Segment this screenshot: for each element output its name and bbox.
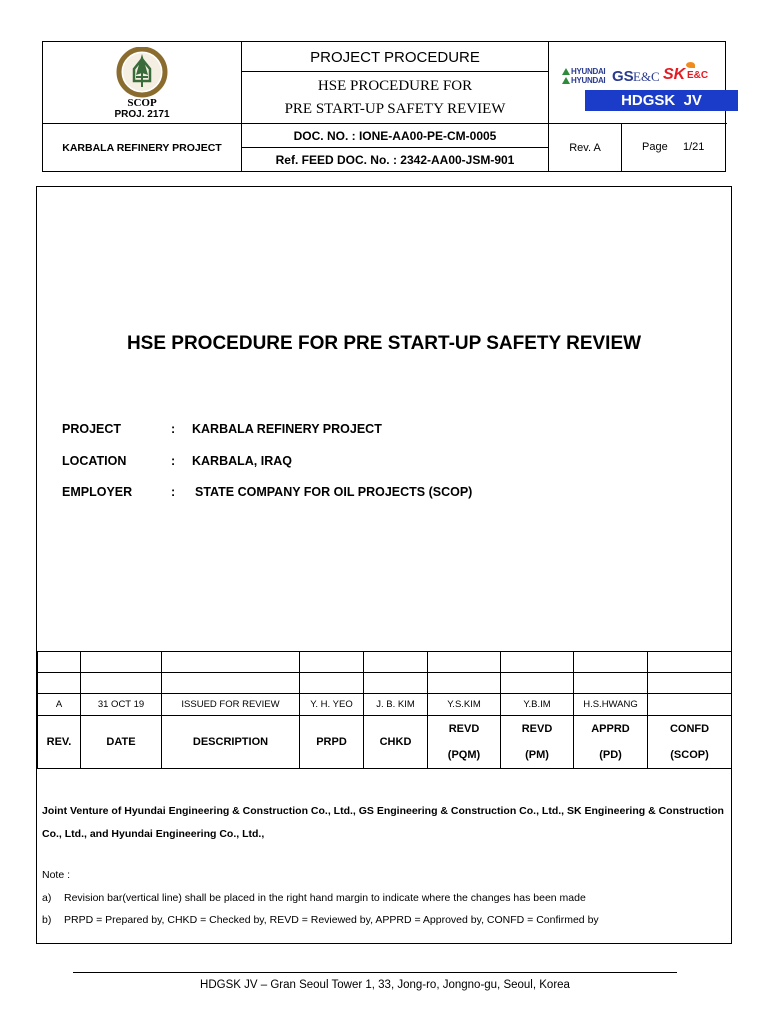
header-apprd-line1: APPRD — [591, 723, 630, 735]
sk-wordmark: SK — [663, 66, 686, 83]
header-revd-pm — [501, 716, 574, 769]
header-rev: REV. — [38, 716, 81, 769]
revision-label: Rev. A — [569, 141, 601, 154]
cell-rev: A — [38, 694, 81, 716]
header-revd-pm-line2: (PM) — [525, 749, 549, 761]
jv-statement: Joint Venture of Hyundai Engineering & Construction Co., Ltd., GS Engineering & Construction Co., Ltd., SK Engineering & Construction Co., Ltd., and Hyundai Engineering Co., Ltd., — [42, 805, 724, 840]
table-row-revision-a — [38, 694, 732, 716]
header-revd-pqm — [428, 716, 501, 769]
gs-wordmark: GS — [612, 68, 634, 85]
hyundai-wordmark-top: HYUNDAI — [571, 67, 606, 76]
field-employer-value: STATE COMPANY FOR OIL PROJECTS (SCOP) — [195, 485, 473, 499]
cell-prpd: Y. H. YEO — [300, 694, 364, 716]
ref-feed-doc: Ref. FEED DOC. No. : 2342-AA00-JSM-901 — [275, 152, 515, 167]
sk-ec-wordmark: E&C — [687, 70, 709, 81]
field-location-sep: : — [171, 454, 176, 468]
header-confd-line2: (SCOP) — [670, 749, 709, 761]
scop-label: SCOP — [127, 96, 157, 109]
header-confd-line1: CONFD — [669, 723, 710, 735]
note-a-text: Revision bar(vertical line) shall be placed in the right hand margin to indicate where the changes has been made — [64, 892, 586, 904]
header-apprd-line2: (PD) — [599, 749, 622, 761]
field-employer-label: EMPLOYER — [62, 485, 133, 499]
table-row-empty — [38, 673, 732, 694]
field-project-label: PROJECT — [62, 422, 122, 436]
note-b-text: PRPD = Prepared by, CHKD = Checked by, REVD = Reviewed by, APPRD = Approved by, CONFD = Confirmed by — [64, 914, 599, 926]
doc-type: PROJECT PROCEDURE — [310, 48, 480, 66]
note-b-marker: b) — [42, 914, 52, 926]
doc-title-line2: PRE START-UP SAFETY REVIEW — [284, 100, 506, 117]
cell-revd-pm: Y.B.IM — [501, 694, 574, 716]
cell-apprd: H.S.HWANG — [574, 694, 648, 716]
footer-divider — [73, 972, 677, 973]
field-location-label: LOCATION — [62, 454, 127, 468]
cell-date: 31 OCT 19 — [81, 694, 162, 716]
footer-address: HDGSK JV – Gran Seoul Tower 1, 33, Jong-ro, Jongno-gu, Seoul, Korea — [200, 979, 570, 991]
table-row-empty — [38, 652, 732, 673]
project-name: KARBALA REFINERY PROJECT — [62, 141, 222, 154]
header-date: DATE — [81, 716, 162, 769]
gs-ec-wordmark: E&C — [633, 69, 660, 84]
hdgsk-jv-logo — [562, 64, 720, 110]
cell-description: ISSUED FOR REVIEW — [162, 694, 300, 716]
hyundai-wordmark-bottom: HYUNDAI — [571, 76, 606, 85]
doc-number: DOC. NO. : IONE-AA00-PE-CM-0005 — [293, 128, 497, 143]
field-project-value: KARBALA REFINERY PROJECT — [192, 422, 382, 436]
doc-title-line1: HSE PROCEDURE FOR — [317, 77, 473, 94]
header-apprd — [574, 716, 648, 769]
field-employer-sep: : — [171, 485, 176, 499]
hdgsk-jv-banner: HDGSK JV — [585, 90, 738, 111]
header-description: DESCRIPTION — [162, 716, 300, 769]
cover-title: HSE PROCEDURE FOR PRE START-UP SAFETY REVIEW — [126, 333, 642, 354]
hyundai-icon — [562, 77, 570, 84]
field-project-sep: : — [171, 422, 176, 436]
page-value: 1/21 — [683, 141, 705, 153]
note-label: Note : — [42, 869, 71, 881]
cover-page — [36, 186, 732, 944]
cell-revd-pqm: Y.S.KIM — [428, 694, 501, 716]
cell-chkd: J. B. KIM — [364, 694, 428, 716]
page-label: Page — [642, 141, 668, 153]
header-revd-pm-line1: REVD — [521, 723, 553, 735]
header-revd-pqm-line1: REVD — [448, 723, 480, 735]
proj-number: PROJ. 2171 — [114, 109, 170, 120]
cell-confd — [648, 694, 732, 716]
hyundai-icon — [562, 68, 570, 75]
document-header — [42, 41, 726, 172]
header-confd — [648, 716, 732, 769]
scop-emblem-icon — [110, 47, 174, 99]
revision-table — [37, 651, 732, 769]
sk-butterfly-icon — [686, 62, 695, 68]
scop-logo — [110, 47, 174, 99]
note-a-marker: a) — [42, 892, 52, 904]
header-prpd: PRPD — [300, 716, 364, 769]
field-location-value: KARBALA, IRAQ — [192, 454, 292, 468]
header-chkd: CHKD — [364, 716, 428, 769]
table-header-row — [38, 716, 732, 769]
header-revd-pqm-line2: (PQM) — [447, 749, 481, 761]
